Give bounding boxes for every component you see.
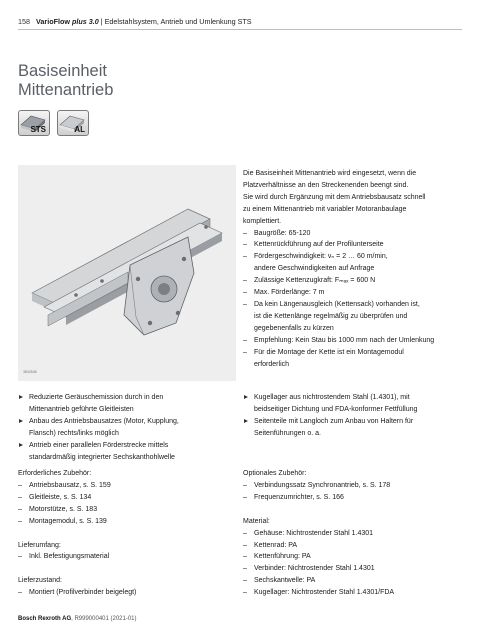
running-header	[18, 17, 462, 26]
features-right	[243, 392, 465, 440]
product-name: VarioFlow	[36, 17, 70, 26]
delivery-state-item: – Montiert (Profilverbinder beigelegt)	[18, 587, 240, 599]
sts-badge	[18, 110, 50, 136]
page-title	[18, 62, 113, 100]
header-rule	[18, 29, 462, 30]
figure-code: 3842548	[23, 370, 37, 374]
material-item: – Kettenführung: PA	[243, 551, 465, 563]
al-badge	[57, 110, 89, 136]
intro-line: zu einem Mittenantrieb mit variabler Motoranbaulage	[243, 205, 407, 213]
spec-item: – Kettenrückführung auf der Profilunterseite	[243, 239, 465, 251]
page-number: 158	[18, 17, 30, 26]
spec-item: – Zulässige Kettenzugkraft: Fₘₐₓ = 600 N	[243, 275, 465, 287]
intro-line: Sie wird durch Ergänzung mit dem Antriebsbausatz schnell	[243, 193, 426, 201]
feature-item: Seitenteile mit Langloch zum Anbau von Haltern für Seitenführungen o. a.	[243, 416, 465, 440]
intro-paragraph	[243, 168, 465, 228]
material-item: – Kettenrad: PA	[243, 540, 465, 552]
intro-line: Die Basiseinheit Mittenantrieb wird eingesetzt, wenn die	[243, 170, 417, 177]
document-number: , R999000401 (2021-01)	[71, 616, 137, 622]
feature-item: Antrieb einer parallelen Förderstrecke mittels standardmäßig integrierter Sechskanthohlwelle	[18, 440, 240, 464]
accessory-item: – Gleitleiste, s. S. 134	[18, 492, 240, 504]
delivery-scope-heading: Lieferumfang:	[18, 541, 61, 549]
required-accessories-heading: Erforderliches Zubehör:	[18, 470, 92, 477]
title-line-2: Mittenantrieb	[18, 81, 114, 99]
left-accessory-column	[18, 468, 240, 599]
accessory-item: – Montagemodul, s. S. 139	[18, 516, 240, 528]
feature-item: Reduzierte Geräuschemission durch in den Mittenantrieb geführte Gleitleisten	[18, 392, 240, 416]
mid-drive-unit-drawing	[18, 165, 236, 381]
page-footer	[18, 616, 137, 622]
delivery-state-heading: Lieferzustand:	[18, 577, 62, 585]
al-badge-label: AL	[74, 125, 85, 134]
material-item: – Verbinder: Nichtrostender Stahl 1.4301	[243, 563, 465, 575]
company-name: Bosch Rexroth AG	[18, 616, 72, 622]
accessory-item: – Motorstütze, s. S. 183	[18, 504, 240, 516]
optional-accessory-item: – Verbindungssatz Synchronantrieb, s. S. 178	[243, 480, 465, 492]
feature-item: Kugellager aus nichtrostendem Stahl (1.4301), mit beidseitiger Dichtung und FDA-konformer Fettfüllung	[243, 392, 465, 416]
spec-item: – Da kein Längenausgleich (Kettensack) vorhanden ist, ist die Kettenlänge regelmäßig zu überprüfen und gegebenenfalls zu kürzen	[243, 299, 465, 335]
material-item: – Gehäuse: Nichtrostender Stahl 1.4301	[243, 528, 465, 540]
spec-item: – Für die Montage der Kette ist ein Montagemodul erforderlich	[243, 347, 465, 371]
product-image	[18, 165, 236, 381]
accessory-item: – Antriebsbausatz, s. S. 159	[18, 480, 240, 492]
header-section: | Edelstahlsystem, Antrieb und Umlenkung STS	[98, 17, 252, 26]
spec-item: – Baugröße: 65-120	[243, 228, 465, 240]
spec-item: – Fördergeschwindigkeit: vₙ = 2 … 60 m/min, andere Geschwindigkeiten auf Anfrage	[243, 251, 465, 275]
title-line-1: Basiseinheit	[18, 62, 107, 80]
material-badges	[18, 110, 89, 136]
intro-line: Platzverhältnisse an den Streckenenden beengt sind.	[243, 181, 409, 189]
right-accessory-column	[243, 468, 465, 599]
intro-line: komplettiert.	[243, 217, 282, 225]
description-block	[243, 168, 465, 370]
sts-badge-label: STS	[30, 125, 46, 134]
optional-accessory-item: – Frequenzumrichter, s. S. 166	[243, 492, 465, 504]
delivery-scope-item: – Inkl. Befestigungsmaterial	[18, 551, 240, 563]
spec-item: – Empfehlung: Kein Stau bis 1000 mm nach der Umlenkung	[243, 335, 465, 347]
specs-list	[243, 228, 465, 371]
material-item: – Kugellager: Nichtrostender Stahl 1.4301/FDA	[243, 587, 465, 599]
feature-item: Anbau des Antriebsbausatzes (Motor, Kupplung, Flansch) rechts/links möglich	[18, 416, 240, 440]
product-suffix: plus 3.0	[71, 17, 99, 26]
features-left	[18, 392, 240, 463]
material-heading: Material:	[243, 517, 270, 525]
material-item: – Sechskantwelle: PA	[243, 575, 465, 587]
optional-accessories-heading: Optionales Zubehör:	[243, 470, 307, 477]
spec-item: – Max. Förderlänge: 7 m	[243, 287, 465, 299]
